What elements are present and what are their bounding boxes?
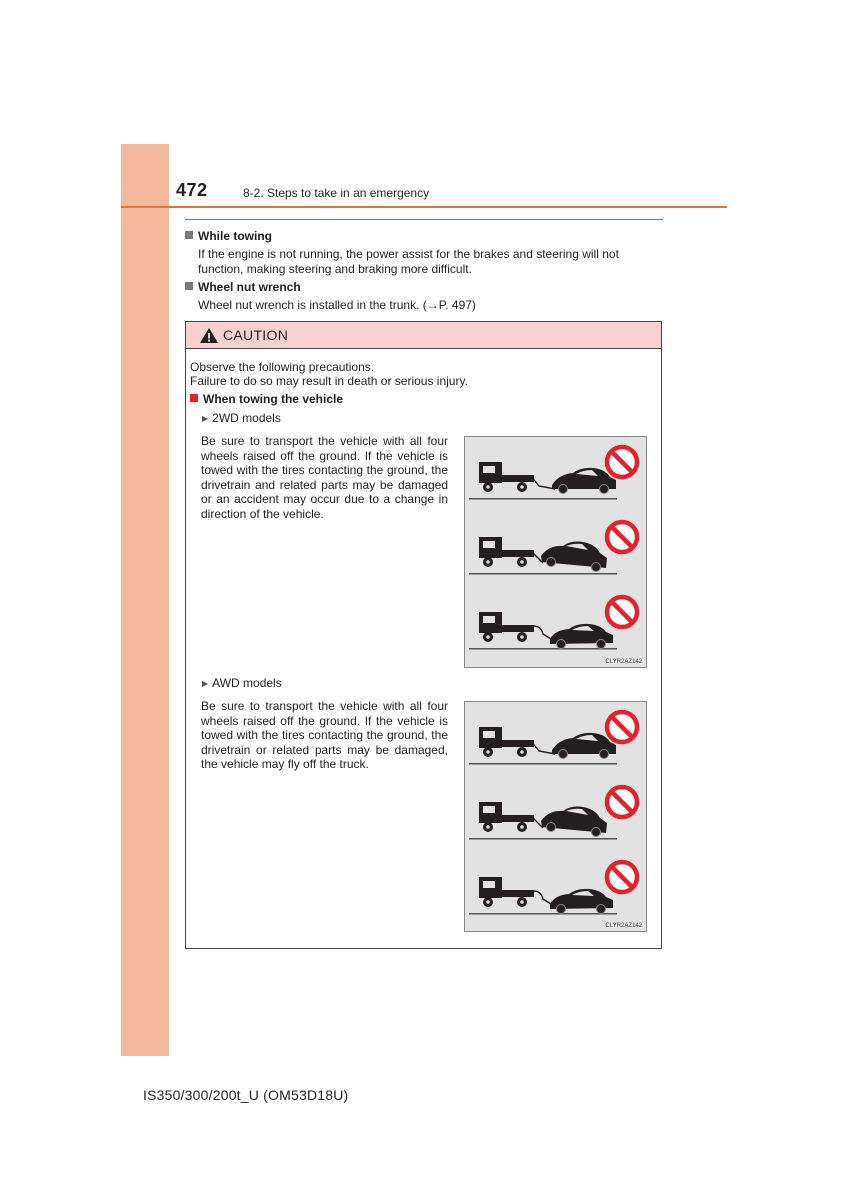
item-heading-while-towing — [185, 229, 272, 243]
towing-figure-2wd — [464, 436, 647, 668]
header-rule — [121, 206, 727, 208]
caution-subheading-text: When towing the vehicle — [203, 392, 344, 406]
footer-model-code: IS350/300/200t_U (OM53D18U) — [143, 1087, 349, 1103]
prohibition-icon — [607, 447, 637, 477]
page-number: 472 — [176, 180, 208, 200]
truck-towing-scene — [469, 447, 637, 500]
item-heading-text: Wheel nut wrench — [198, 280, 301, 294]
truck-towing-scene — [469, 862, 637, 915]
model-label-2wd — [202, 411, 281, 427]
caution-subheading — [190, 392, 343, 407]
figure-code: CLYR2AZ142 — [605, 923, 642, 929]
prohibition-icon — [607, 522, 637, 552]
bullet-square-icon — [185, 231, 193, 239]
caution-intro-line2: Failure to do so may result in death or serious injury. — [190, 374, 468, 388]
item-body-wheel-nut-wrench: Wheel nut wrench is installed in the trunk. (→P. 497) — [198, 298, 476, 312]
caution-intro-line1: Observe the following precautions. — [190, 360, 375, 374]
model-name: AWD models — [212, 676, 282, 690]
item-heading-text: While towing — [198, 229, 272, 243]
caution-label: CAUTION — [223, 327, 289, 343]
triangle-bullet-icon: ▶ — [202, 679, 209, 688]
figure-code: CLYR2AZ142 — [605, 659, 642, 665]
prohibition-icon — [607, 862, 637, 892]
truck-towing-scene — [469, 712, 637, 765]
bullet-square-icon — [190, 394, 198, 402]
bullet-square-icon — [185, 282, 193, 290]
item-body-while-towing: If the engine is not running, the power assist for the brakes and steering will not function, making steering and braking more difficult. — [198, 247, 619, 276]
prohibition-icon — [607, 787, 637, 817]
content-rule — [185, 219, 663, 220]
triangle-bullet-icon: ▶ — [202, 414, 209, 423]
item-heading-wheel-nut-wrench — [185, 280, 301, 294]
prohibition-icon — [607, 712, 637, 742]
model-text-2wd: Be sure to transport the vehicle with all four wheels raised off the ground. If the vehicle is towed with the tires contacting the ground, the drivetrain and related parts may be damaged or an accident may occur due to a change in direction of the vehicle. — [201, 434, 448, 521]
truck-towing-scene — [469, 787, 637, 840]
model-name: 2WD models — [212, 411, 281, 425]
towing-figure-awd — [464, 701, 647, 932]
truck-towing-scene — [469, 522, 637, 575]
model-label-awd — [202, 676, 282, 692]
warning-triangle-icon — [199, 327, 219, 344]
side-tab — [121, 144, 169, 1056]
model-text-awd: Be sure to transport the vehicle with all four wheels raised off the ground. If the vehicle is towed with the tires contacting the ground, the drivetrain or related parts may be damaged, the vehicle may fly off the truck. — [201, 699, 448, 771]
truck-towing-scene — [469, 597, 637, 650]
prohibition-icon — [607, 597, 637, 627]
section-title: 8-2. Steps to take in an emergency — [243, 186, 430, 200]
caution-header — [186, 322, 661, 349]
